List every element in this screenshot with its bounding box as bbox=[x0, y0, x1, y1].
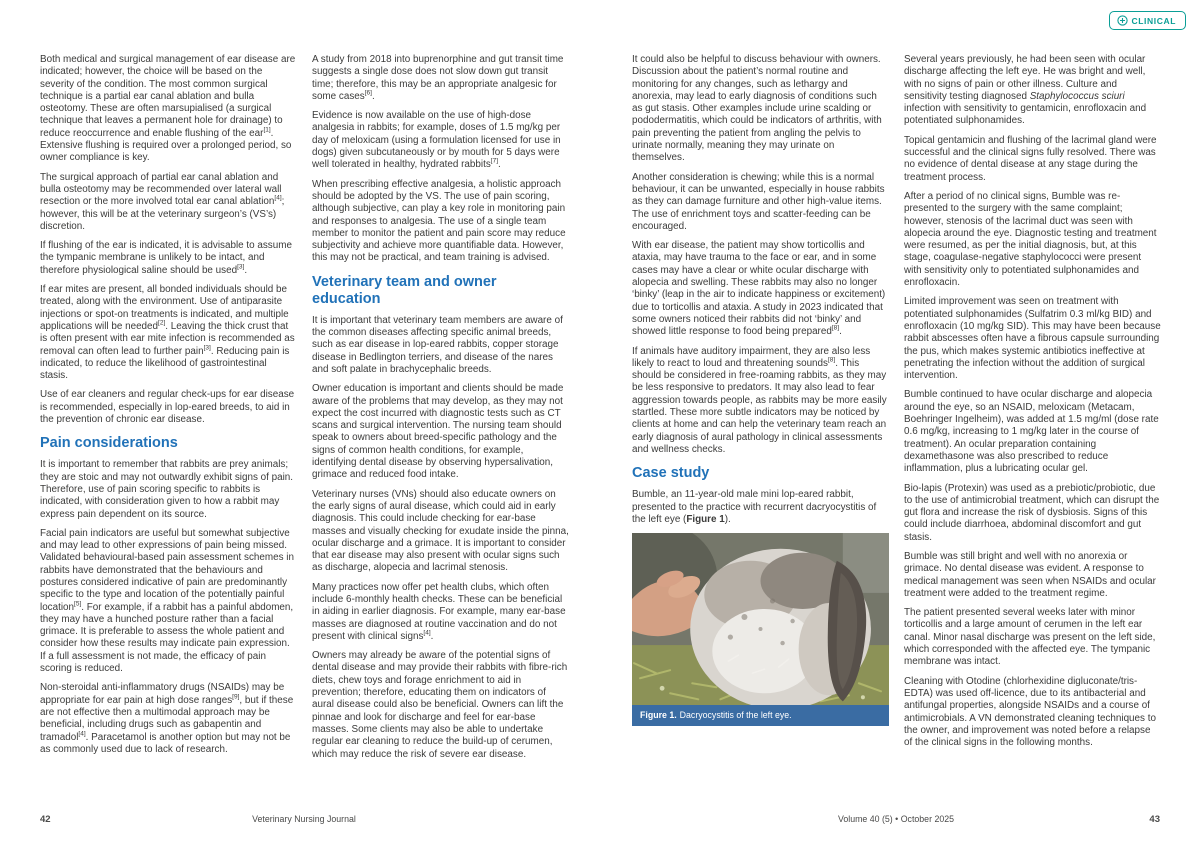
paragraph: With ear disease, the patient may show torticollis and ataxia, may have trauma to the face or ear, and in some cases may have a clear or white ocular discharge with alopecia and swelling. These rabbits may also no longer ‘binky’ (leap in the air to indicate happiness or excitement) due to torticollis and ataxia. A study in 2023 indicated that some owners noticed their rabbits did not ‘binky’ and showed little response to food being prepared[8]. bbox=[632, 240, 886, 338]
section-heading: Case study bbox=[632, 465, 710, 482]
page-number-left: 42 bbox=[40, 814, 51, 825]
page-number-right: 43 bbox=[1149, 814, 1160, 825]
paragraph: The surgical approach of partial ear canal ablation and bulla osteotomy may be recommended over lateral wall resection or the more involved total ear canal ablation[4]; however, this will be at the veterinary surgeon’s (VS’s) discretion. bbox=[40, 171, 285, 232]
section-heading: Pain considerations bbox=[40, 435, 178, 452]
text-column-4 bbox=[904, 54, 1161, 812]
paragraph: Non-steroidal anti-inflammatory drugs (NSAIDs) may be appropriate for ear pain at high dose ranges[9], but if these are not effective then a multimodal approach may be beneficial, including drugs such as gabapentin and tramadol[4]. Paracetamol is another option but may not be as commonly used due to lack of research. bbox=[40, 682, 294, 755]
clinical-badge bbox=[1109, 11, 1186, 30]
paragraph: If animals have auditory impairment, they are also less likely to react to loud and threatening sounds[8]. This should be considered in free-roaming rabbits, as they may be less responsive to predators. It may also lead to fear aggression towards people, as rabbits may be more easily startled. These more subtle indicators may be noticed by clients at home and can help the veterinary team reach an early diagnosis of aural pathology in clinical assessments and wellness checks. bbox=[632, 345, 887, 455]
figure-1 bbox=[632, 533, 889, 726]
journal-name: Veterinary Nursing Journal bbox=[252, 814, 356, 824]
paragraph: If flushing of the ear is indicated, it is advisable to assume the tympanic membrane is unlikely to be intact, and therefore physiological saline should be used[3]. bbox=[40, 240, 292, 276]
paragraph: Bumble continued to have ocular discharge and alopecia around the eye, so an NSAID, meloxicam (Metacam, Boehringer Ingelheim), was added at 1.5 mg/ml (dose rate 0.6 mg/kg, increasing to 1 mg/kg later in the course of treatment). An ocular preparation containing dexamethasone was also prescribed to reduce inflammation, plus a lubricating ocular gel. bbox=[904, 389, 1159, 475]
figure-caption bbox=[632, 705, 889, 726]
paragraph: Several years previously, he had been seen with ocular discharge affecting the left eye. He was bright and well, with no signs of pain or other illness. Culture and sensitivity testing diagnosed Staphylococcus sciuri infection with sensitivity to gentamicin, enrofloxacin and potentiated sulphonamides. bbox=[904, 54, 1147, 127]
paragraph: Limited improvement was seen on treatment with potentiated sulphonamides (Sulfatrim 0.3 ml/kg BID) and enrofloxacin (10 mg/kg SID). This may have been because rabbit abscesses often have a fibrous capsule surrounding the pus, which makes systemic antibiotics ineffective at penetrating the infection without the addition of surgical intervention. bbox=[904, 296, 1161, 382]
section-heading: Veterinary team and owner education bbox=[312, 273, 497, 307]
text-column-3 bbox=[632, 54, 889, 812]
paragraph: Another consideration is chewing; while this is a normal behaviour, it can be unwanted, especially in house rabbits as they can damage furniture and other high-value items. The use of enrichment toys and scatter-feeding can be encouraged. bbox=[632, 171, 885, 232]
paragraph: Cleaning with Otodine (chlorhexidine digluconate/tris-EDTA) was used off-licence, due to its antibacterial and antifungal properties, alongside NSAIDs and a course of antimicrobials. A VN demonstrated cleaning techniques to the owner, and improvement was noted before a relapse of the clinical signs in the following months. bbox=[904, 675, 1156, 749]
rabbit-photo bbox=[632, 533, 889, 705]
paragraph: When prescribing effective analgesia, a holistic approach should be adopted by the VS. The use of pain scoring, although subjective, can play a key role in monitoring pain and responses to analgesia. The use of a single team member to monitor the patient and pain score may reduce subjectivity and achieve more quantifiable data. However, this may not be practical, and team training is advised. bbox=[312, 178, 566, 264]
paragraph: It could also be helpful to discuss behaviour with owners. Discussion about the patient’s normal routine and monitoring for any changes, such as lethargy and anorexia, may lead to early diagnosis of conditions such as gut stasis. Other examples include urine scalding or pododermatitis, which could be indicators of arthritis, with pain preventing the patient from angling the pelvis to urinate normally, meaning they may urinate on themselves. bbox=[632, 54, 882, 164]
paragraph: Owners may already be aware of the potential signs of dental disease and may provide their rabbits with fibre-rich diets, chew toys and forage enrichment to aid in prevention; therefore, educating them on indicators of aural disease could also be beneficial. Owners can lift the pinnae and look for discharge and feel for ear-base masses. Some clients may also be able to undertake regular ear cleaning to reduce the build-up of cerumen, which may reduce the risk of severe ear disease. bbox=[312, 650, 568, 760]
paragraph: A study from 2018 into buprenorphine and gut transit time suggests a single dose does not slow down gut transit time; therefore, this may be an appropriate analgesic for some cases[6]. bbox=[312, 54, 564, 102]
clinical-badge-label: CLINICAL bbox=[1131, 15, 1176, 26]
paragraph: Evidence is now available on the use of high-dose analgesia in rabbits; for example, doses of 1.5 mg/kg per day of meloxicam (using a formulation licensed for use in dogs) given subcutaneously or by mouth for 5 days were well tolerated in healthy, hydrated rabbits[7]. bbox=[312, 110, 561, 171]
issue-info: Volume 40 (5) • October 2025 bbox=[837, 814, 955, 824]
paragraph: If ear mites are present, all bonded individuals should be treated, along with the environment. Use of antiparasite injections or spot-on treatments is indicated, and multiple applications will be needed[2]. Leaving the thick crust that is often present with ear mite infection is recommended as removal can often lead to further pain[3]. Reducing pain is indicated, to reduce the likelihood of gastrointestinal stasis. bbox=[40, 284, 295, 382]
paragraph: Bio-lapis (Protexin) was used as a prebiotic/probiotic, due to the use of antimicrobial treatment, which can disrupt the gut flora and increase the risk of dysbiosis. Signs of this could include diarrhoea, abdominal discomfort and gut stasis. bbox=[904, 482, 1160, 543]
paragraph: Both medical and surgical management of ear disease are indicated; however, the choice will be based on the severity of the condition. The most common surgical technique is a partial ear canal ablation and bulla osteotomy. These are often marsupialised (a surgical technique that leaves a permanent hole for drainage) to reduce reoccurrence and enable flushing of the ear[1]. Extensive flushing is required over a prolonged period, so owner compliance is key. bbox=[40, 54, 296, 164]
paragraph: It is important that veterinary team members are aware of the common diseases affecting specific animal breeds, such as ear disease in lop-eared rabbits, copper storage disease in Bedlington terriers, and disease of the nares and soft palate in brachycephalic breeds. bbox=[312, 314, 563, 375]
paragraph: After a period of no clinical signs, Bumble was re-presented to the surgery with the same complaint; however, stenosis of the lacrimal duct was seen with alopecia around the eye. Diagnostic testing and treatment were resumed, as per the initial diagnosis, but, at this stage, coagulase-negative staphylococci were present with sensitivity only to potentiated sulphonamides and enrofloxacin. bbox=[904, 190, 1157, 289]
paragraph: Use of ear cleaners and regular check-ups for ear disease is recommended, especially in lop-eared breeds, to aid in the prevention of chronic ear disease. bbox=[40, 389, 295, 426]
paragraph: Topical gentamicin and flushing of the lacrimal gland were successful and the clinical signs fully resolved. There was no evidence of dental disease at any stage during the treatment process. bbox=[904, 134, 1157, 183]
paragraph: Many practices now offer pet health clubs, which often include 6-monthly health checks. These can be beneficial in aiding in earlier diagnosis. For example, many ear-base masses are diagnosed at routine vaccination and do not present with clinical signs[4]. bbox=[312, 581, 566, 642]
text-column-2 bbox=[312, 54, 569, 812]
paragraph: The patient presented several weeks later with minor torticollis and a large amount of cerumen in the left ear canal. Minor nasal discharge was present on the left side, which corresponded with the affected eye. The tympanic membrane was intact. bbox=[904, 607, 1156, 668]
figure-caption-text: Dacryocystitis of the left eye. bbox=[679, 710, 792, 721]
text-column-1 bbox=[40, 54, 297, 812]
figure-label: Figure 1. bbox=[640, 710, 677, 721]
paragraph: It is important to remember that rabbits are prey animals; they are stoic and may not outwardly exhibit signs of pain. Therefore, use of pain scoring specific to rabbits is indicated, with consideration given to how a rabbit may express pain dependent on its source. bbox=[40, 459, 294, 520]
paragraph: Bumble, an 11-year-old male mini lop-eared rabbit, presented to the practice with recurrent dacryocystitis of the left eye (Figure 1). bbox=[632, 489, 877, 525]
page-footer bbox=[0, 814, 1200, 834]
paragraph: Bumble was still bright and well with no anorexia or grimace. No dental disease was evident. A response to medical management was seen when NSAIDs and ocular treatment were added to the treatment regime. bbox=[904, 550, 1156, 599]
paragraph: Owner education is important and clients should be made aware of the problems that may develop, as they may not expect the cost incurred with diagnostic tests such as CT scans and surgical intervention. The nursing team should speak to owners about breed-specific pathology and the signs of common health conditions, for example, identifying dental disease by observing hypersalivation, grimace and reduced food intake. bbox=[312, 383, 564, 481]
paragraph: Facial pain indicators are useful but somewhat subjective and may lead to other expressions of pain being missed. Validated behavioural-based pain assessment schemes in rabbits have demonstrated that the behaviours and postures considered indicative of pain are predominantly specific to the type and location of the potentially painful location[5]. For example, if a rabbit has a painful abdomen, they may have a hunched posture rather than a facial grimace. It is preferable to assess the whole patient and consider how these results may indicate pain expression. If a full assessment is not made, the efficacy of pain scoring is reduced. bbox=[40, 527, 294, 675]
paragraph: Veterinary nurses (VNs) should also educate owners on the early signs of aural disease, which could aid in early diagnosis. This could include checking for ear-base masses and visually checking for exudate inside the pinna, ocular discharge and a grimace. It is important to consider that ear disease may also present with ocular signs such as discharge, alopecia and lacrimal stenosis. bbox=[312, 488, 569, 574]
plus-circle-icon bbox=[1117, 15, 1128, 26]
